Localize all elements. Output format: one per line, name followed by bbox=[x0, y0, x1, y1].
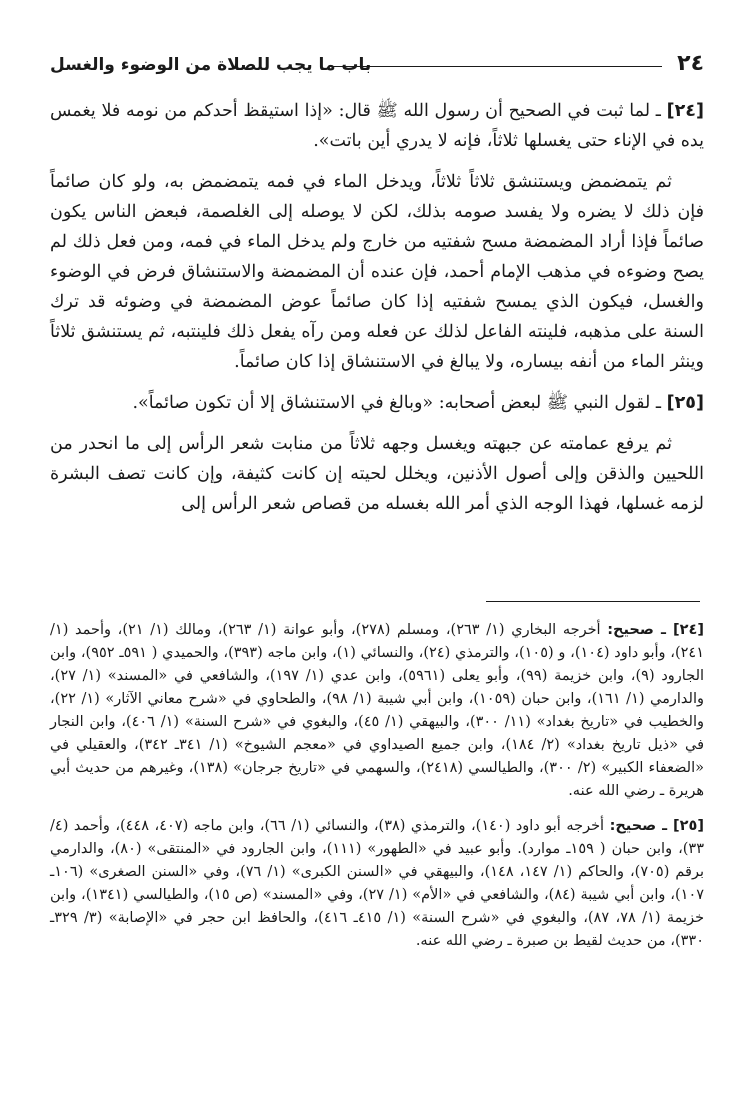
body-paragraph bbox=[50, 429, 704, 519]
header-rule bbox=[332, 66, 662, 67]
body-paragraph bbox=[50, 167, 704, 377]
paragraph-text: ـ لقول النبي ﷺ لبعض أصحابه: «وبالغ في الاستنشاق إلا أن تكون صائماً». bbox=[132, 393, 667, 413]
footnotes bbox=[50, 619, 704, 953]
paragraph-text: ثم يتمضمض ويستنشق ثلاثاً ثلاثاً، ويدخل الماء في فمه يتمضمض به، ولو كان صائماً فإن ذلك لا يضره ولا يفسد صومه بذلك، لكن لا يوصله إلى الغلصمة، فبعض الناس يكون صائماً فإذا أراد المضمضة مسح شفتيه من خارج ولم يدخل الماء في فمه، ومن فعل ذلك لم يصح وضوءه في مذهب الإمام أحمد، فإن عنده أن المضمضة والاستنشاق فرض في الوضوء والغسل، فيكون الذي يمسح شفتيه إذا كان صائماً عوض المضمضة في وضوئه قد ترك السنة على مذهبه، فلينته الفاعل لذلك عن فعله ومن رآه يفعل ذلك فلينتبه، ثم يستنشق ثلاثاً وينثر الماء من أنفه بيساره، ولا يبالغ في الاستنشاق إذا كان صائماً. bbox=[50, 172, 704, 372]
hadith-paragraph bbox=[50, 388, 704, 418]
footnote-grade: ـ صحيح: bbox=[609, 818, 674, 834]
page-header bbox=[50, 52, 704, 80]
page-number: ٢٤ bbox=[677, 51, 704, 76]
paragraph-text: ـ لما ثبت في الصحيح أن رسول الله ﷺ قال: «إذا استيقظ أحدكم من نومه فلا يغمس يده في الإناء حتى يغسلها ثلاثاً، فإنه لا يدري أين باتت». bbox=[50, 101, 704, 151]
running-title: باب ما يجب للصلاة من الوضوء والغسل bbox=[50, 55, 372, 75]
footnote-number: [٢٥] bbox=[673, 818, 705, 834]
footnote bbox=[50, 815, 704, 953]
footnote bbox=[50, 619, 704, 803]
paragraph-text: ثم يرفع عمامته عن جبهته ويغسل وجهه ثلاثاً من منابت شعر الرأس إلى ما انحدر من اللحيين والذقن وإلى أصول الأذنين، ويخلل لحيته إن كانت كثيفة، وإن كانت تصف البشرة لزمه غسلها، فهذا الوجه الذي أمر الله بغسله من قصاص شعر الرأس إلى bbox=[50, 434, 704, 514]
footnote-divider bbox=[486, 601, 700, 602]
hadith-paragraph bbox=[50, 96, 704, 156]
hadith-number: [٢٤] bbox=[666, 101, 704, 121]
footnote-text: أخرجه البخاري (١/ ٢٦٣)، ومسلم (٢٧٨)، وأبو عوانة (١/ ٢٦٣)، ومالك (١/ ٢١)، وأحمد (١/ ٢٤١)، وأبو داود (١٠٤)، و (١٠٥)، والترمذي (٢٤)، والنسائي (١)، وابن ماجه (٣٩٣)، والحميدي ( ٥٩١ـ ٩٥٢)، وابن الجارود (٩)، وابن خزيمة (٩٩)، وأبو يعلى (٥٩٦١)، وابن عدي (١/ ١٩٧)، والشافعي في «المسند» (١/ ٢٧)، والدارمي (١/ ١٦١)، وابن حبان (١٠٥٩)، وابن أبي شيبة (١/ ٩٨)، والطحاوي في «شرح معاني الآثار» (١/ ٢٢)، والخطيب في «تاريخ بغداد» (١١/ ٣٠٠)، والبيهقي (١/ ٤٥)، والبغوي في «شرح السنة» (١/ ٤٠٦)، وابن النجار في «ذيل تاريخ بغداد» (٢/ ١٨٤)، وابن جميع الصيداوي في «معجم الشيوخ» (١/ ٣٤١ـ ٣٤٢)، والعقيلي في «الضعفاء الكبير» (٢/ ٣٠٠)، والطيالسي (٢٤١٨)، والسهمي في «تاريخ جرجان» (١٣٨)، وغيرهم من حديث أبي هريرة ـ رضي الله عنه. bbox=[50, 622, 705, 799]
hadith-number: [٢٥] bbox=[666, 393, 704, 413]
footnote-text: أخرجه أبو داود (١٤٠)، والترمذي (٣٨)، والنسائي (١/ ٦٦)، وابن ماجه (٤٠٧، ٤٤٨)، وأحمد (٤/ ٣٣)، وابن حبان ( ١٥٩ـ موارد). وأبو عبيد في «الطهور» (١١١)، وابن الجارود في «المنتقى» (٨٠)، والدارمي برقم (٧٠٥)، والحاكم (١/ ١٤٧، ١٤٨)، والبيهقي في «السنن الكبرى» (١/ ٧٦)، وفي «السنن الصغرى» (١٠٦ـ ١٠٧)، وابن أبي شيبة (٨٤)، والشافعي في «الأم» (١/ ٢٧)، وفي «المسند» (ص ١٥)، والطيالسي (١٣٤١)، وابن خزيمة (١/ ٧٨، ٨٧)، والبغوي في «شرح السنة» (١/ ٤١٥ـ ٤١٦)، والحافظ ابن حجر في «الإصابة» (٣/ ٣٢٩ـ ٣٣٠)، من حديث لقيط بن صبرة ـ رضي الله عنه. bbox=[50, 818, 705, 949]
footnote-grade: ـ صحيح: bbox=[607, 622, 674, 638]
main-text bbox=[50, 96, 704, 519]
footnote-number: [٢٤] bbox=[673, 622, 705, 638]
